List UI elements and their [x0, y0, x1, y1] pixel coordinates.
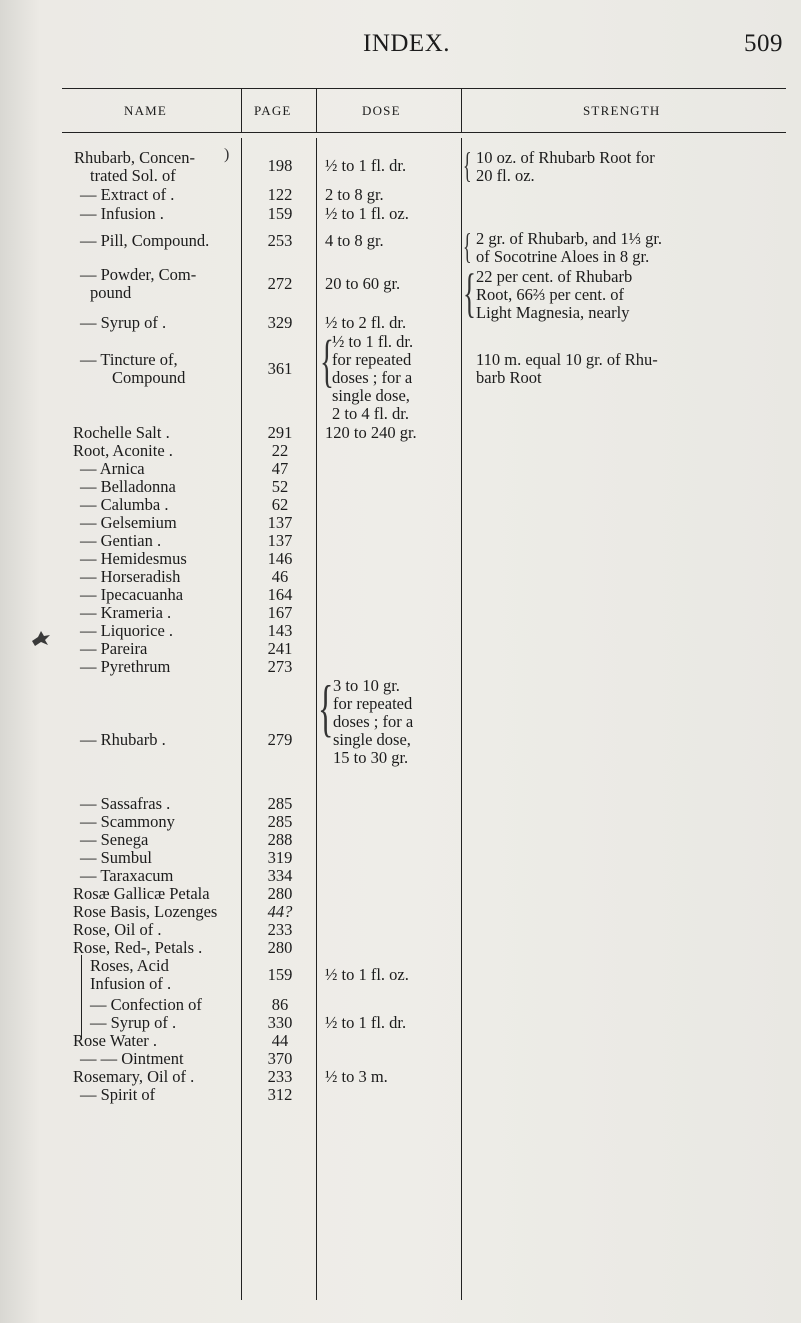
- entry-name: Rose, Oil of .: [73, 920, 162, 939]
- entry-page: 233: [267, 920, 293, 939]
- entry-page: 285: [267, 812, 293, 831]
- entry-name: — Confection of: [90, 995, 202, 1014]
- entry-page: 330: [267, 1013, 293, 1032]
- entry-name: — Gentian .: [80, 531, 162, 550]
- column-divider: [316, 138, 317, 1300]
- column-header-strength: STRENGTH: [583, 103, 661, 118]
- page-number: 509: [744, 30, 783, 57]
- entry-name: — Arnica: [80, 459, 145, 478]
- brace-mark: {: [318, 672, 334, 743]
- strength-line: 2 gr. of Rhubarb, and 1⅓ gr.: [476, 229, 663, 248]
- entry-name: Rhubarb, Concen-: [74, 148, 195, 167]
- column-divider: [241, 138, 242, 1300]
- brace-mark: {: [463, 263, 476, 323]
- entry-page: 198: [267, 156, 293, 175]
- strength-line: 20 fl. oz.: [476, 166, 535, 185]
- dose-line: 2 to 4 fl. dr.: [332, 404, 409, 423]
- dose-line: for repeated: [332, 350, 412, 369]
- column-header-name: NAME: [124, 103, 168, 118]
- ink-blot-mark: [30, 627, 52, 647]
- column-divider: [316, 88, 317, 132]
- entry-name: — Senega: [80, 830, 149, 849]
- entry-page: 86: [271, 995, 289, 1014]
- entry-page: 164: [267, 585, 293, 604]
- entry-page: 44: [271, 1031, 289, 1050]
- strength-line: 10 oz. of Rhubarb Root for: [476, 148, 655, 167]
- dose-line: 15 to 30 gr.: [333, 748, 409, 767]
- entry-name: — Scammony: [80, 812, 175, 831]
- strength-line: Root, 66⅔ per cent. of: [476, 285, 625, 304]
- brace-mark: {: [463, 145, 472, 185]
- entry-name: — Hemidesmus: [80, 549, 187, 568]
- entry-name: Rose Basis, Lozenges: [73, 902, 218, 921]
- strength-line: Light Magnesia, nearly: [476, 303, 630, 322]
- entry-name: Rose Water .: [73, 1031, 158, 1050]
- dose-line: single dose,: [332, 386, 410, 405]
- entry-page: 319: [267, 848, 293, 867]
- entry-page: 273: [267, 657, 293, 676]
- strength-line: 110 m. equal 10 gr. of Rhu-: [476, 350, 658, 369]
- entry-page: 370: [267, 1049, 293, 1068]
- entry-page: 137: [267, 513, 293, 532]
- entry-name: Infusion of .: [90, 974, 172, 993]
- entry-page: 167: [267, 603, 293, 622]
- dose-value: ½ to 2 fl. dr.: [325, 313, 407, 332]
- dose-line: doses ; for a: [332, 368, 413, 387]
- entry-name: — Taraxacum: [80, 866, 174, 885]
- entry-page: 272: [267, 274, 293, 293]
- entry-name: — Pill, Compound.: [80, 231, 210, 250]
- brace-mark: ): [224, 146, 230, 163]
- entry-name: — Liquorice .: [80, 621, 174, 640]
- table-head-rule: [62, 132, 786, 133]
- column-header-page: PAGE: [254, 103, 292, 118]
- entry-name: — — Ointment: [80, 1049, 184, 1068]
- entry-name: — Krameria .: [80, 603, 172, 622]
- entry-page: 62: [271, 495, 289, 514]
- entry-page: 143: [267, 621, 293, 640]
- entry-name: — Sassafras .: [80, 794, 171, 813]
- strength-line: 22 per cent. of Rhubarb: [476, 267, 633, 286]
- column-divider: [241, 88, 242, 132]
- entry-name: Root, Aconite .: [73, 441, 173, 460]
- entry-page: 44?: [267, 902, 293, 921]
- entry-name: — Syrup of .: [80, 313, 167, 332]
- entry-page: 46: [271, 567, 289, 586]
- dose-value: ½ to 1 fl. oz.: [325, 204, 409, 223]
- entry-name: — Belladonna: [80, 477, 176, 496]
- dose-value: 20 to 60 gr.: [325, 274, 401, 293]
- entry-page: 288: [267, 830, 293, 849]
- entry-name: — Calumba .: [80, 495, 169, 514]
- entry-page: 280: [267, 938, 293, 957]
- entry-name: — Gelsemium: [80, 513, 177, 532]
- dose-line: ½ to 1 fl. dr.: [332, 332, 414, 351]
- entry-name: Rosemary, Oil of .: [73, 1067, 195, 1086]
- column-divider: [461, 88, 462, 132]
- entry-page: 334: [267, 866, 293, 885]
- dose-line: doses ; for a: [333, 712, 414, 731]
- entry-page: 279: [267, 730, 293, 749]
- entry-page: 291: [267, 423, 293, 442]
- column-header-dose: DOSE: [362, 103, 401, 118]
- entry-name: — Infusion .: [80, 204, 164, 223]
- entry-name: pound: [90, 283, 132, 302]
- entry-name: — Tincture of,: [80, 350, 178, 369]
- dose-value: ½ to 1 fl. dr.: [325, 156, 407, 175]
- entry-page: 122: [267, 185, 293, 204]
- dose-line: 3 to 10 gr.: [333, 676, 400, 695]
- entry-name: — Ipecacuanha: [80, 585, 184, 604]
- entry-name: Rose, Red-, Petals .: [73, 938, 203, 957]
- dose-line: single dose,: [333, 730, 411, 749]
- entry-name: Roses, Acid: [90, 956, 169, 975]
- group-rule: [81, 955, 82, 1037]
- strength-line: barb Root: [476, 368, 542, 387]
- brace-mark: {: [463, 226, 472, 266]
- entry-name: — Powder, Com-: [80, 265, 197, 284]
- dose-line: for repeated: [333, 694, 413, 713]
- entry-page: 159: [267, 204, 293, 223]
- entry-name: — Rhubarb .: [80, 730, 166, 749]
- entry-page: 137: [267, 531, 293, 550]
- entry-name: — Syrup of .: [90, 1013, 177, 1032]
- entry-name: Compound: [112, 368, 186, 387]
- entry-name: — Pareira: [80, 639, 148, 658]
- entry-name: — Pyrethrum: [80, 657, 171, 676]
- dose-value: ½ to 1 fl. oz.: [325, 965, 409, 984]
- entry-page: 280: [267, 884, 293, 903]
- entry-page: 361: [267, 359, 293, 378]
- dose-value: 120 to 240 gr.: [325, 423, 417, 442]
- entry-name: trated Sol. of: [90, 166, 176, 185]
- strength-line: of Socotrine Aloes in 8 gr.: [476, 247, 650, 266]
- entry-page: 47: [271, 459, 289, 478]
- entry-name: — Horseradish: [80, 567, 181, 586]
- entry-page: 285: [267, 794, 293, 813]
- entry-page: 241: [267, 639, 293, 658]
- dose-value: 2 to 8 gr.: [325, 185, 384, 204]
- table-top-rule: [62, 88, 786, 89]
- entry-page: 312: [267, 1085, 293, 1104]
- entry-page: 253: [267, 231, 293, 250]
- entry-page: 233: [267, 1067, 293, 1086]
- dose-value: 4 to 8 gr.: [325, 231, 384, 250]
- entry-name: — Spirit of: [80, 1085, 156, 1104]
- page-title: INDEX.: [363, 30, 451, 57]
- dose-value: ½ to 3 m.: [325, 1067, 388, 1086]
- entry-page: 22: [271, 441, 289, 460]
- entry-name: Rosæ Gallicæ Petala: [73, 884, 210, 903]
- entry-page: 52: [271, 477, 289, 496]
- column-divider: [461, 138, 462, 1300]
- brace-mark: {: [320, 328, 334, 393]
- entry-name: — Sumbul: [80, 848, 152, 867]
- entry-page: 159: [267, 965, 293, 984]
- entry-page: 329: [267, 313, 293, 332]
- entry-name: — Extract of .: [80, 185, 175, 204]
- entry-page: 146: [267, 549, 293, 568]
- dose-value: ½ to 1 fl. dr.: [325, 1013, 407, 1032]
- entry-name: Rochelle Salt .: [73, 423, 170, 442]
